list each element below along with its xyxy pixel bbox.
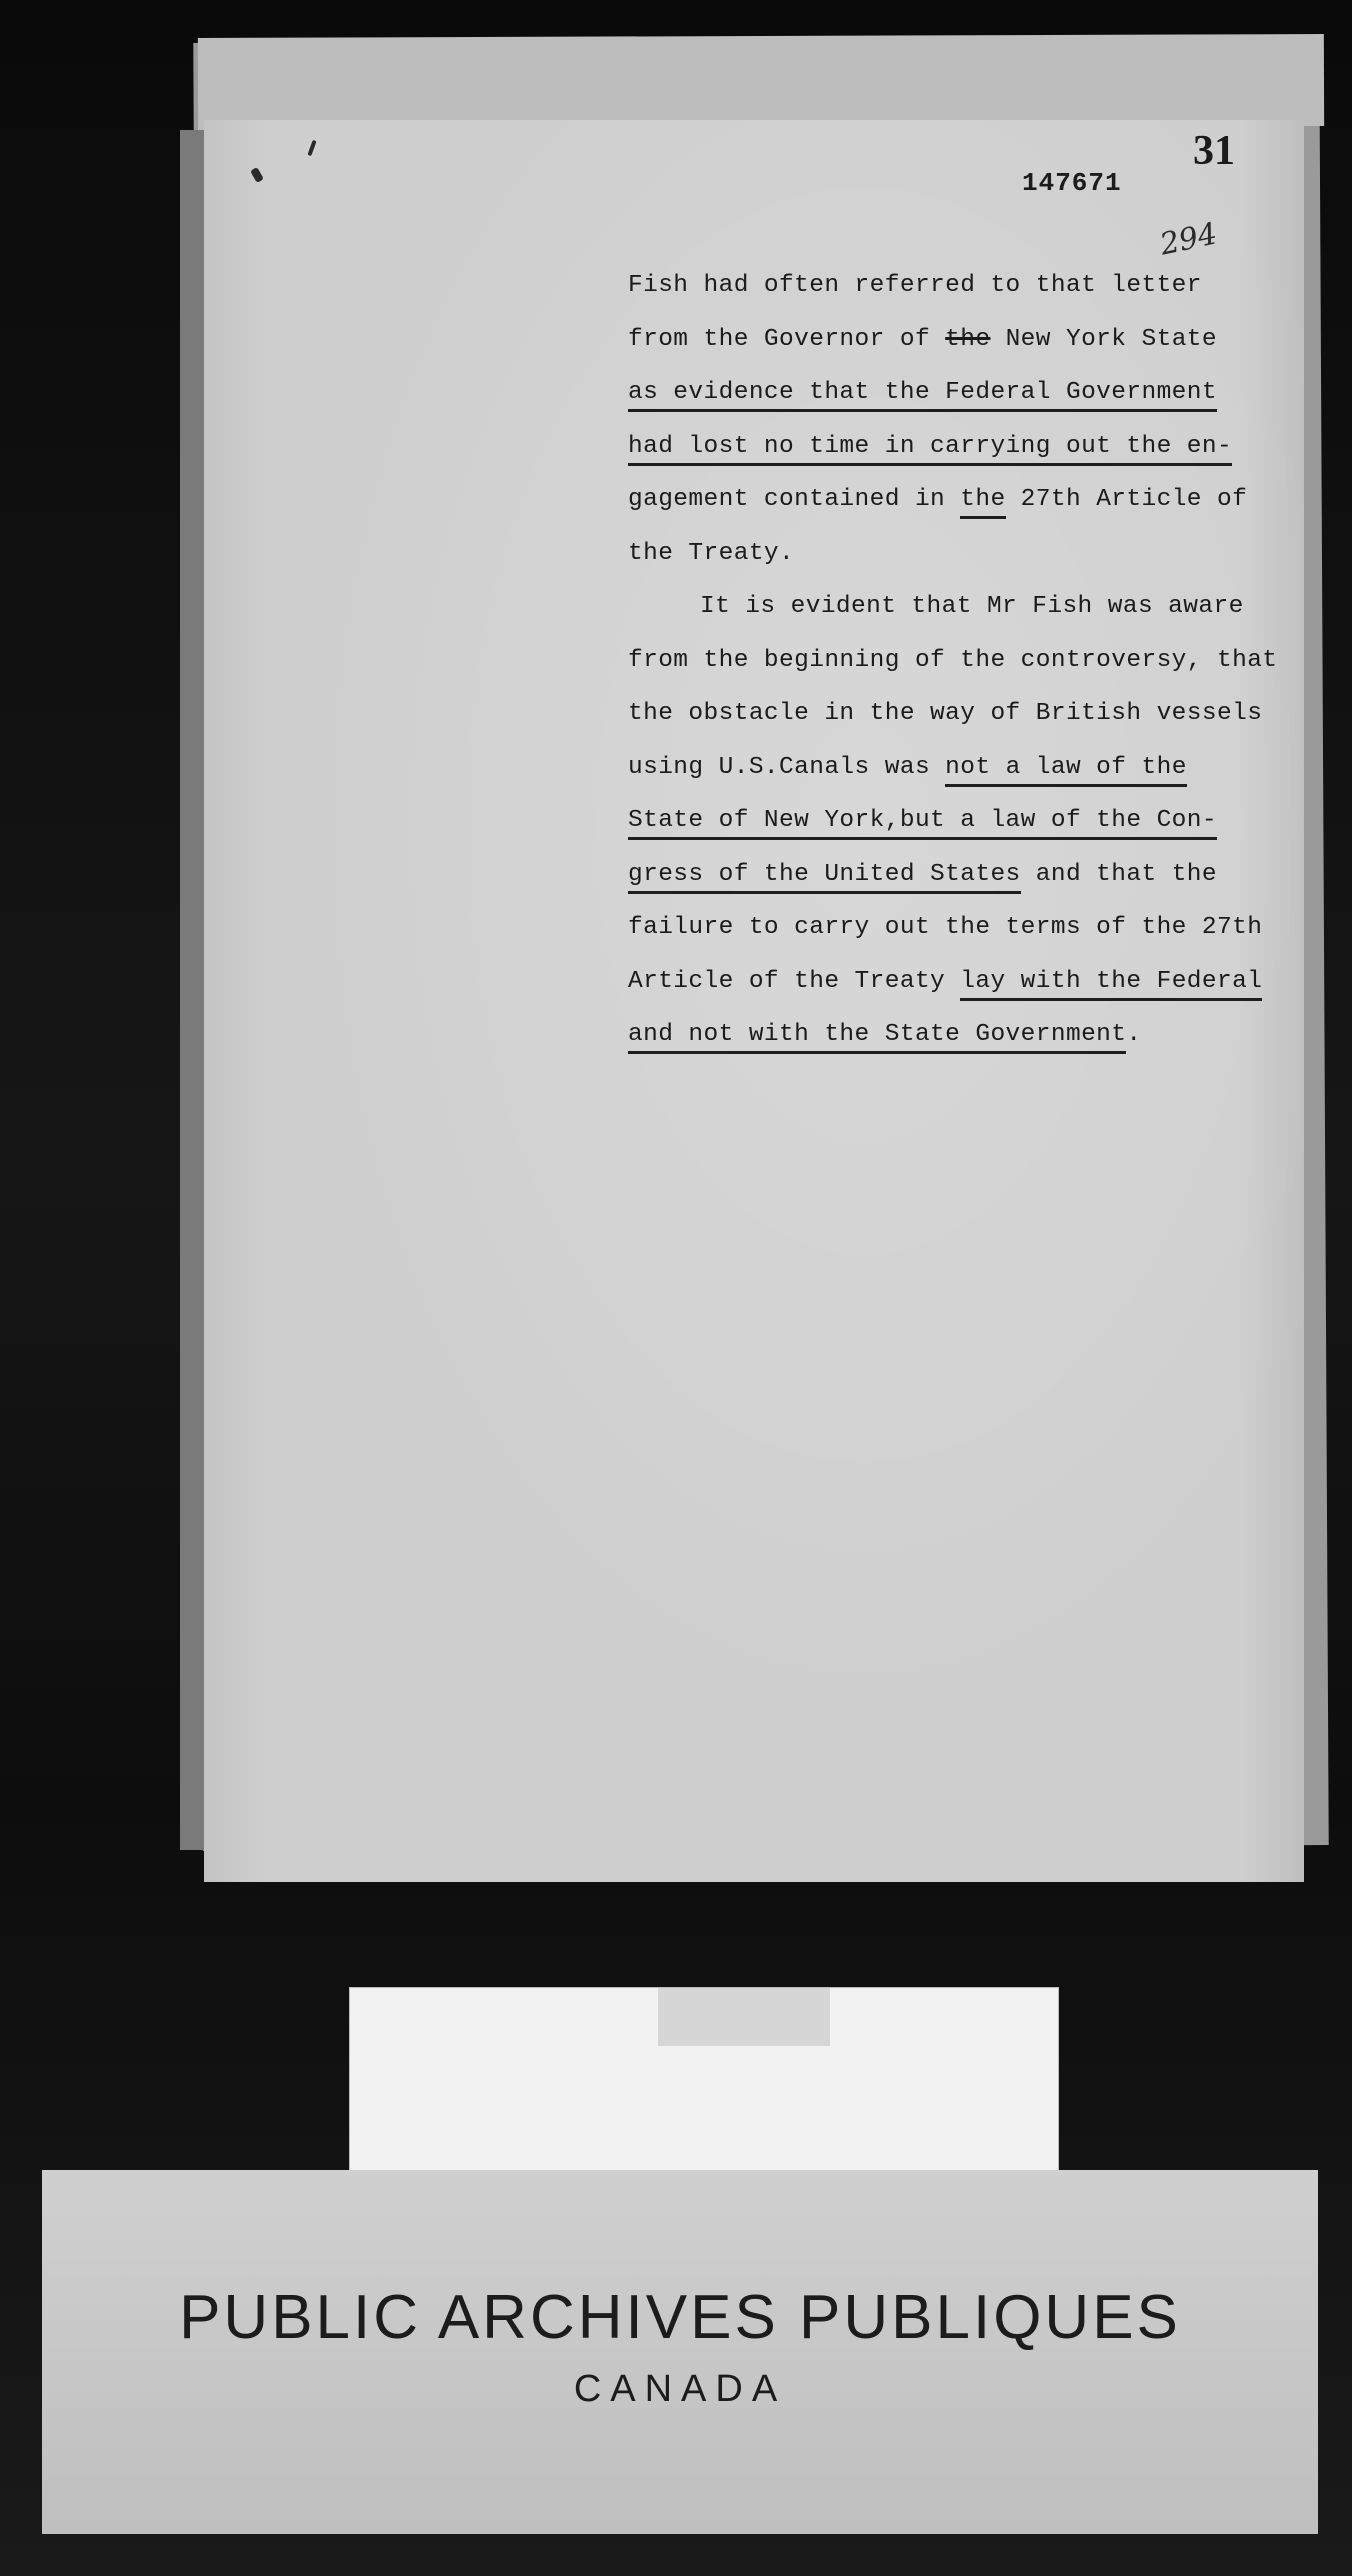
text-run: and that the [1020,860,1218,888]
body-line [628,861,1217,888]
text-run: using U.S.Canals was [628,753,946,781]
underlined-text: not a law of the [945,754,1187,787]
archive-stamp-band [42,2170,1318,2534]
body-line [628,540,794,567]
archive-country: CANADA [573,2368,787,2410]
text-run: New York State [990,325,1218,353]
underlined-text: lay with the Federal [960,968,1262,1001]
document-number: 147671 [1022,168,1122,198]
underlined-text: as evidence that the Federal Government [628,379,1217,412]
text-run: It is evident that Mr Fish was aware [700,593,1244,620]
page-edge-shadow [180,130,206,1850]
underlined-text: State of New York, [628,807,900,840]
body-line [628,326,1217,353]
body-line [628,754,1187,781]
body-line [628,700,1262,727]
text-run: gagement contained in [628,486,961,513]
body-line [628,807,1217,834]
text-run: from the beginning of the controversy, that [628,646,1278,674]
text-run: the Treaty. [628,539,795,567]
text-run: failure to carry out the terms of the 27th [628,914,1263,941]
body-line [628,914,1262,941]
struck-text: the [945,325,991,353]
underlined-text: gress of the United States [628,861,1021,894]
body-line [628,968,1262,995]
folio-number: 31 [1193,128,1235,174]
body-line [628,647,1277,674]
underlined-text: had lost no time in carrying out the en- [628,433,1232,466]
handwritten-page-number: 294 [1156,216,1221,263]
document-back-sheet-edge [198,34,1324,130]
text-run: from the Governor of [628,325,946,353]
body-line [628,272,1202,299]
text-run: Article of the Treaty [628,967,961,995]
underlined-text: but a law of the Con- [900,807,1217,840]
text-run: the obstacle in the way of British vessels [628,700,1263,727]
body-line [628,433,1232,460]
underlined-text: the [960,486,1005,519]
body-line [628,486,1247,513]
label-tab [658,1988,830,2046]
body-line [628,1021,1142,1048]
body-line [628,379,1217,406]
text-run: . [1126,1021,1142,1048]
underlined-text: and not with the State Government [628,1021,1126,1054]
text-run: Fish had often referred to that letter [628,272,1202,299]
body-line [700,593,1244,620]
archive-title: PUBLIC ARCHIVES PUBLIQUES [179,2283,1181,2352]
text-run: 27th Article of [1005,486,1248,513]
